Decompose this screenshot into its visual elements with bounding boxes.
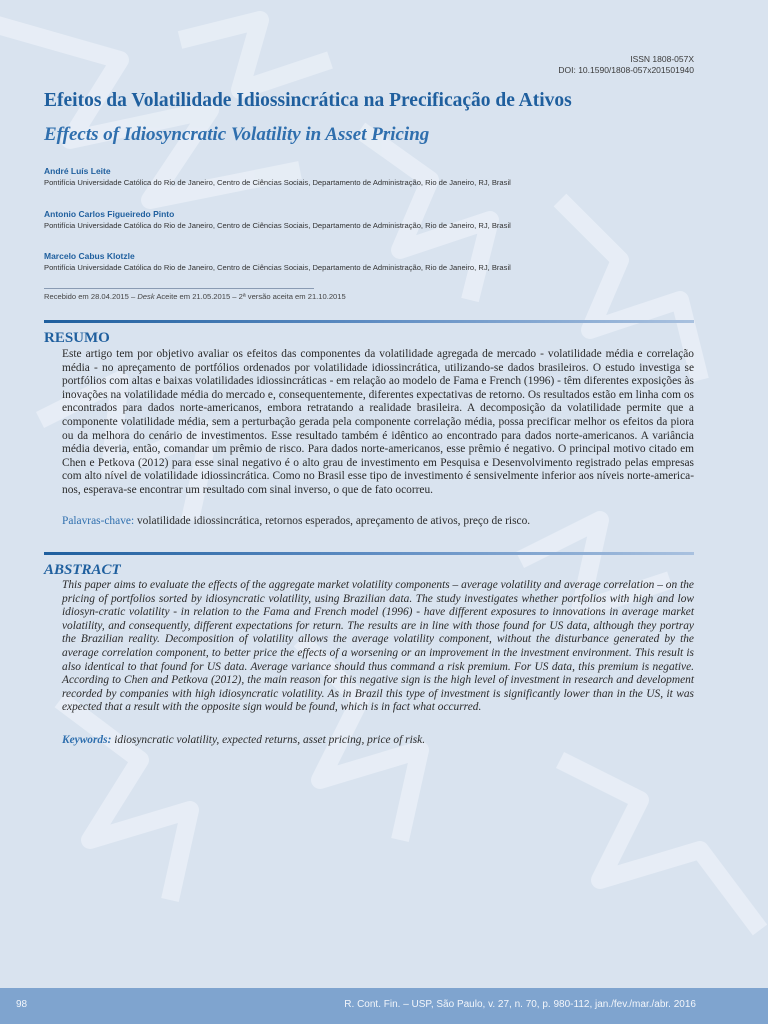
page-footer [0,988,768,1024]
received-dates [44,292,346,301]
abstract-keywords [62,733,694,747]
author-affiliation: Pontifícia Universidade Católica do Rio de Janeiro, Centro de Ciências Sociais, Departamento de Administração, Rio de Janeiro, RJ, Brasil [44,263,511,272]
keywords-text: volatilidade idiossincrática, retornos esperados, apreçamento de ativos, preço de risco. [134,515,531,527]
keywords-text: idiosyncratic volatility, expected returns, asset pricing, price of risk. [111,734,426,746]
author-affiliation: Pontifícia Universidade Católica do Rio de Janeiro, Centro de Ciências Sociais, Departamento de Administração, Rio de Janeiro, RJ, Brasil [44,178,511,187]
section-divider-bar [44,320,694,323]
author-block-2 [44,208,734,231]
journal-citation: R. Cont. Fin. – USP, São Paulo, v. 27, n. 70, p. 980-112, jan./fev./mar./abr. 2016 [344,999,696,1010]
received-desk: Desk [137,292,155,301]
author-name: Marcelo Cabus Klotzle [44,251,135,261]
doi: DOI: 10.1590/1808-057x201501940 [558,65,694,75]
abstract-heading: ABSTRACT [44,562,121,578]
author-affiliation: Pontifícia Universidade Católica do Rio de Janeiro, Centro de Ciências Sociais, Departamento de Administração, Rio de Janeiro, RJ, Brasil [44,221,511,230]
received-text: Recebido em 28.04.2015 – [44,292,138,301]
author-name: Antonio Carlos Figueiredo Pinto [44,209,175,219]
page-number: 98 [16,999,28,1010]
author-block-3 [44,250,734,273]
keywords-label: Keywords: [62,734,112,746]
article-identifiers [558,54,694,76]
abstract-body: This paper aims to evaluate the effects of the aggregate market volatility components – average volatility and average correlation – on the pricing of portfolios sorted by idiosyncratic volatility, using Brazilian data. The study investigates whether portfolios with high and low idiosyn-cratic volatility - in relation to the Fama and French model (1996) - have different exposures to innovations in average market volatility, and consequently, different expectations for return. The results are in line with those found for US data, although they portray the Brazilian reality. Decomposition of volatility allows the average volatility component, without the disturbance generated by the average correlation component, to better price the effects of a worsening or an improvement in the investment environment. This result is also identical to that found for US data. Average variance should thus command a risk premium. For US data, this premium is negative. According to Chen and Petkova (2012), the main reason for this negative sign is the high level of investment in research and development recorded by companies with high idiosyncratic volatility. As in Brazil this type of investment is significantly lower than in the US, it was expected that a result with the opposite sign would be found, which is in fact what occurred. [62,579,694,714]
resumo-body: Este artigo tem por objetivo avaliar os efeitos das componentes da volatilidade agregada de mercado - volatilidade média e correlação média - no apreçamento de portfólios ordenados por volatilidade idiossincrática, utilizando-se dados brasileiros. O estudo investiga se portfólios com altas e baixas volatilidades idiossincráticas - em relação ao modelo de Fama e French (1996) - têm diferentes exposições às inovações na volatilidade média do mercado e, consequentemente, diferentes expectativas de retorno. Os resultados estão em linha com os encontrados para dados norte-americanos, embora retratando a realidade brasileira. A decomposição da volatilidade permite que a componente volatilidade média, sem a perturbação gerada pela componente correlação média, possa precificar melhor os efeitos da piora ou da melhora do cenário de investimentos. Esse resultado também é idêntico ao encontrado para dados norte-americanos. A variância média deveria, então, comandar um prêmio de risco. Para dados norte-americanos, esse prêmio é negativo. O principal motivo citado em Chen e Petkova (2012) para esse sinal negativo é o alto grau de investimento em Pesquisa e Desenvolvimento registrado pelas empresas com alto nível de volatilidade idiossincrática. Como no Brasil esse tipo de investimento é sensivelmente inferior aos níveis norte-america-nos, esperava-se encontrar um resultado com sinal inverso, o que de fato ocorreu. [62,348,694,496]
keywords-label: Palavras-chave: [62,515,135,527]
divider-line [44,288,314,289]
title-english: Effects of Idiosyncratic Volatility in Asset Pricing [44,124,430,145]
resumo-heading: RESUMO [44,330,110,346]
resumo-keywords [62,514,694,528]
author-block-1 [44,165,734,188]
issn: ISSN 1808-057X [630,54,694,64]
author-name: André Luís Leite [44,166,111,176]
section-divider-bar [44,552,694,555]
received-text-2: Aceite em 21.05.2015 – 2ª versão aceita em 21.10.2015 [154,292,346,301]
title-portuguese: Efeitos da Volatilidade Idiossincrática na Precificação de Ativos [44,90,572,111]
